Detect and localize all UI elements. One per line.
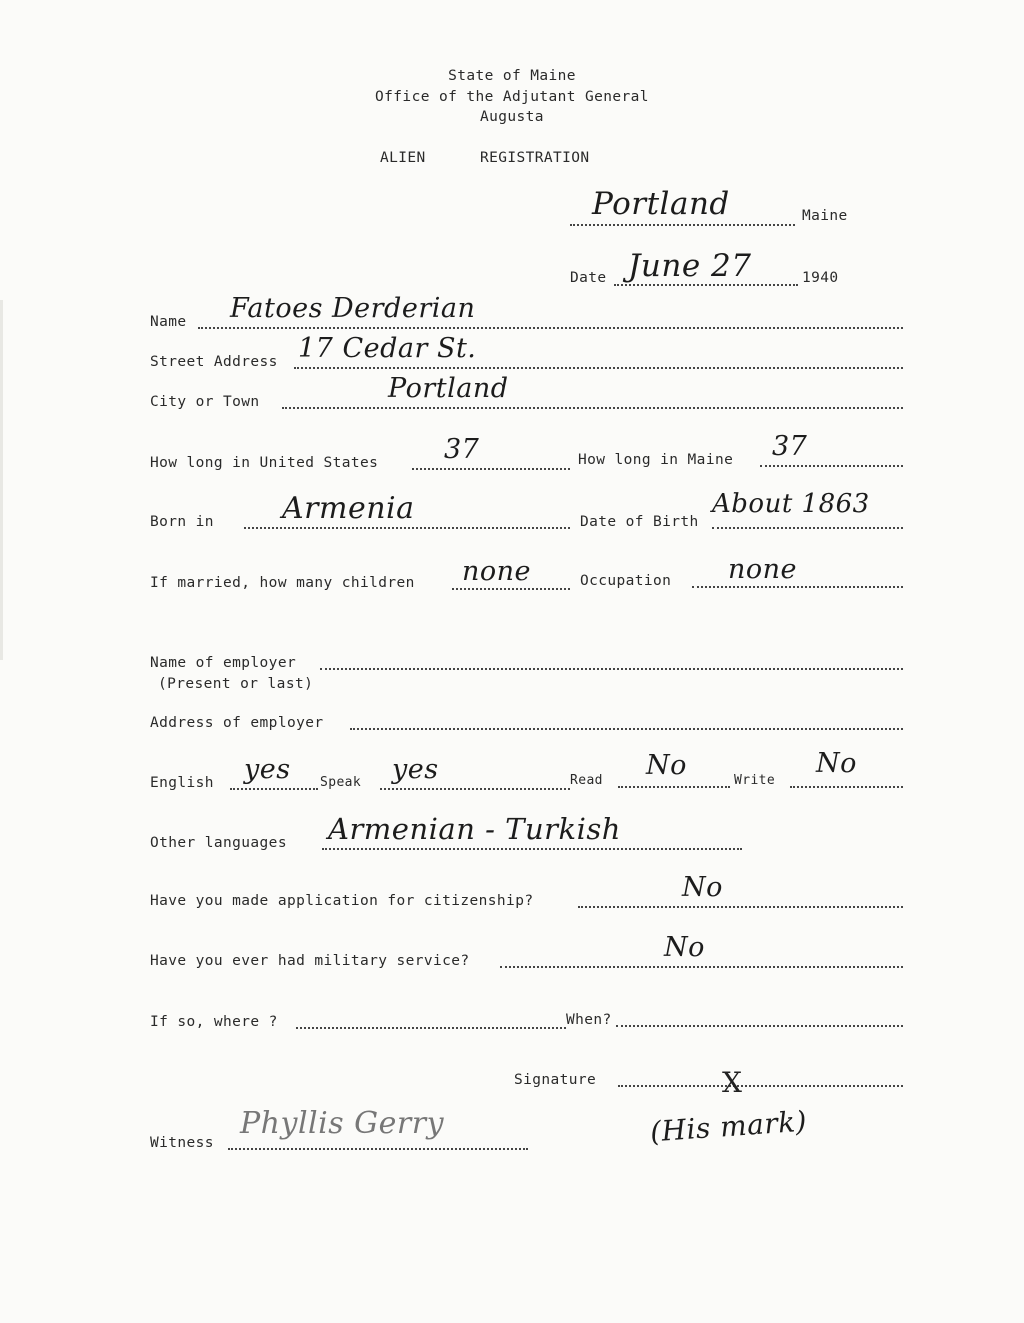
where-label: If so, where ?	[150, 1014, 278, 1030]
place-value: Portland	[592, 186, 730, 222]
where-dots	[296, 1027, 566, 1029]
name-value: Fatoes Derderian	[230, 293, 476, 324]
street-label: Street Address	[150, 354, 278, 370]
citizenship-value: No	[682, 872, 723, 903]
street-dots	[294, 367, 903, 369]
read-value: No	[646, 750, 687, 781]
english-value: yes	[244, 754, 291, 785]
other-languages-dots	[322, 848, 742, 850]
employer-label: Name of employer	[150, 655, 297, 671]
signature-note: (His mark)	[649, 1104, 809, 1149]
write-dots	[790, 786, 903, 788]
witness-dots	[228, 1148, 528, 1150]
us-time-label: How long in United States	[150, 455, 379, 471]
write-value: No	[816, 748, 857, 779]
date-year: 1940	[802, 270, 839, 286]
read-label: Read	[570, 773, 603, 788]
born-in-label: Born in	[150, 514, 214, 530]
write-label: Write	[734, 773, 776, 788]
employer-address-dots	[350, 728, 903, 730]
date-dots	[614, 284, 798, 286]
military-dots	[500, 966, 903, 968]
street-value: 17 Cedar St.	[298, 333, 477, 364]
citizenship-dots	[578, 906, 903, 908]
name-label: Name	[150, 314, 187, 330]
dob-label: Date of Birth	[580, 514, 699, 530]
military-label: Have you ever had military service?	[150, 953, 470, 969]
scan-edge-shadow	[0, 300, 3, 660]
speak-dots	[380, 788, 570, 790]
employer-dots	[320, 668, 903, 670]
name-dots	[198, 327, 903, 329]
dob-value: About 1863	[712, 489, 870, 519]
city-value: Portland	[388, 373, 509, 404]
form-title-registration: REGISTRATION	[480, 150, 590, 166]
speak-label: Speak	[320, 775, 362, 790]
english-dots	[230, 788, 318, 790]
occupation-dots	[692, 586, 903, 588]
place-dots	[570, 224, 795, 226]
signature-mark: X	[722, 1066, 742, 1099]
occupation-value: none	[728, 554, 798, 585]
born-in-value: Armenia	[282, 491, 415, 526]
maine-time-label: How long in Maine	[578, 452, 734, 468]
dob-dots	[712, 527, 903, 529]
children-label: If married, how many children	[150, 575, 415, 591]
header-state: State of Maine	[448, 68, 576, 84]
other-languages-value: Armenian - Turkish	[328, 812, 621, 846]
when-label: When?	[566, 1012, 612, 1028]
employer-address-label: Address of employer	[150, 715, 324, 731]
speak-value: yes	[392, 754, 439, 785]
born-in-dots	[244, 527, 570, 529]
date-label: Date	[570, 270, 607, 286]
header-city: Augusta	[480, 109, 544, 125]
english-label: English	[150, 775, 214, 791]
witness-signature: Phyllis Gerry	[240, 1106, 445, 1141]
children-dots	[452, 588, 570, 590]
military-value: No	[664, 932, 705, 963]
date-value: June 27	[628, 248, 752, 284]
employer-sublabel: (Present or last)	[158, 676, 314, 692]
read-dots	[618, 786, 730, 788]
signature-dots	[618, 1085, 903, 1087]
when-dots	[616, 1025, 903, 1027]
citizenship-label: Have you made application for citizenship?	[150, 893, 534, 909]
other-languages-label: Other languages	[150, 835, 287, 851]
city-dots	[282, 407, 903, 409]
us-time-value: 37	[444, 434, 480, 465]
signature-label: Signature	[514, 1072, 597, 1088]
us-time-dots	[412, 468, 570, 470]
header-office: Office of the Adjutant General	[375, 89, 649, 105]
children-value: none	[462, 556, 532, 587]
witness-label: Witness	[150, 1135, 214, 1151]
form-title-alien: ALIEN	[380, 150, 426, 166]
maine-time-dots	[760, 465, 903, 467]
occupation-label: Occupation	[580, 573, 672, 589]
city-label: City or Town	[150, 394, 260, 410]
place-suffix: Maine	[802, 208, 848, 224]
maine-time-value: 37	[772, 431, 808, 462]
